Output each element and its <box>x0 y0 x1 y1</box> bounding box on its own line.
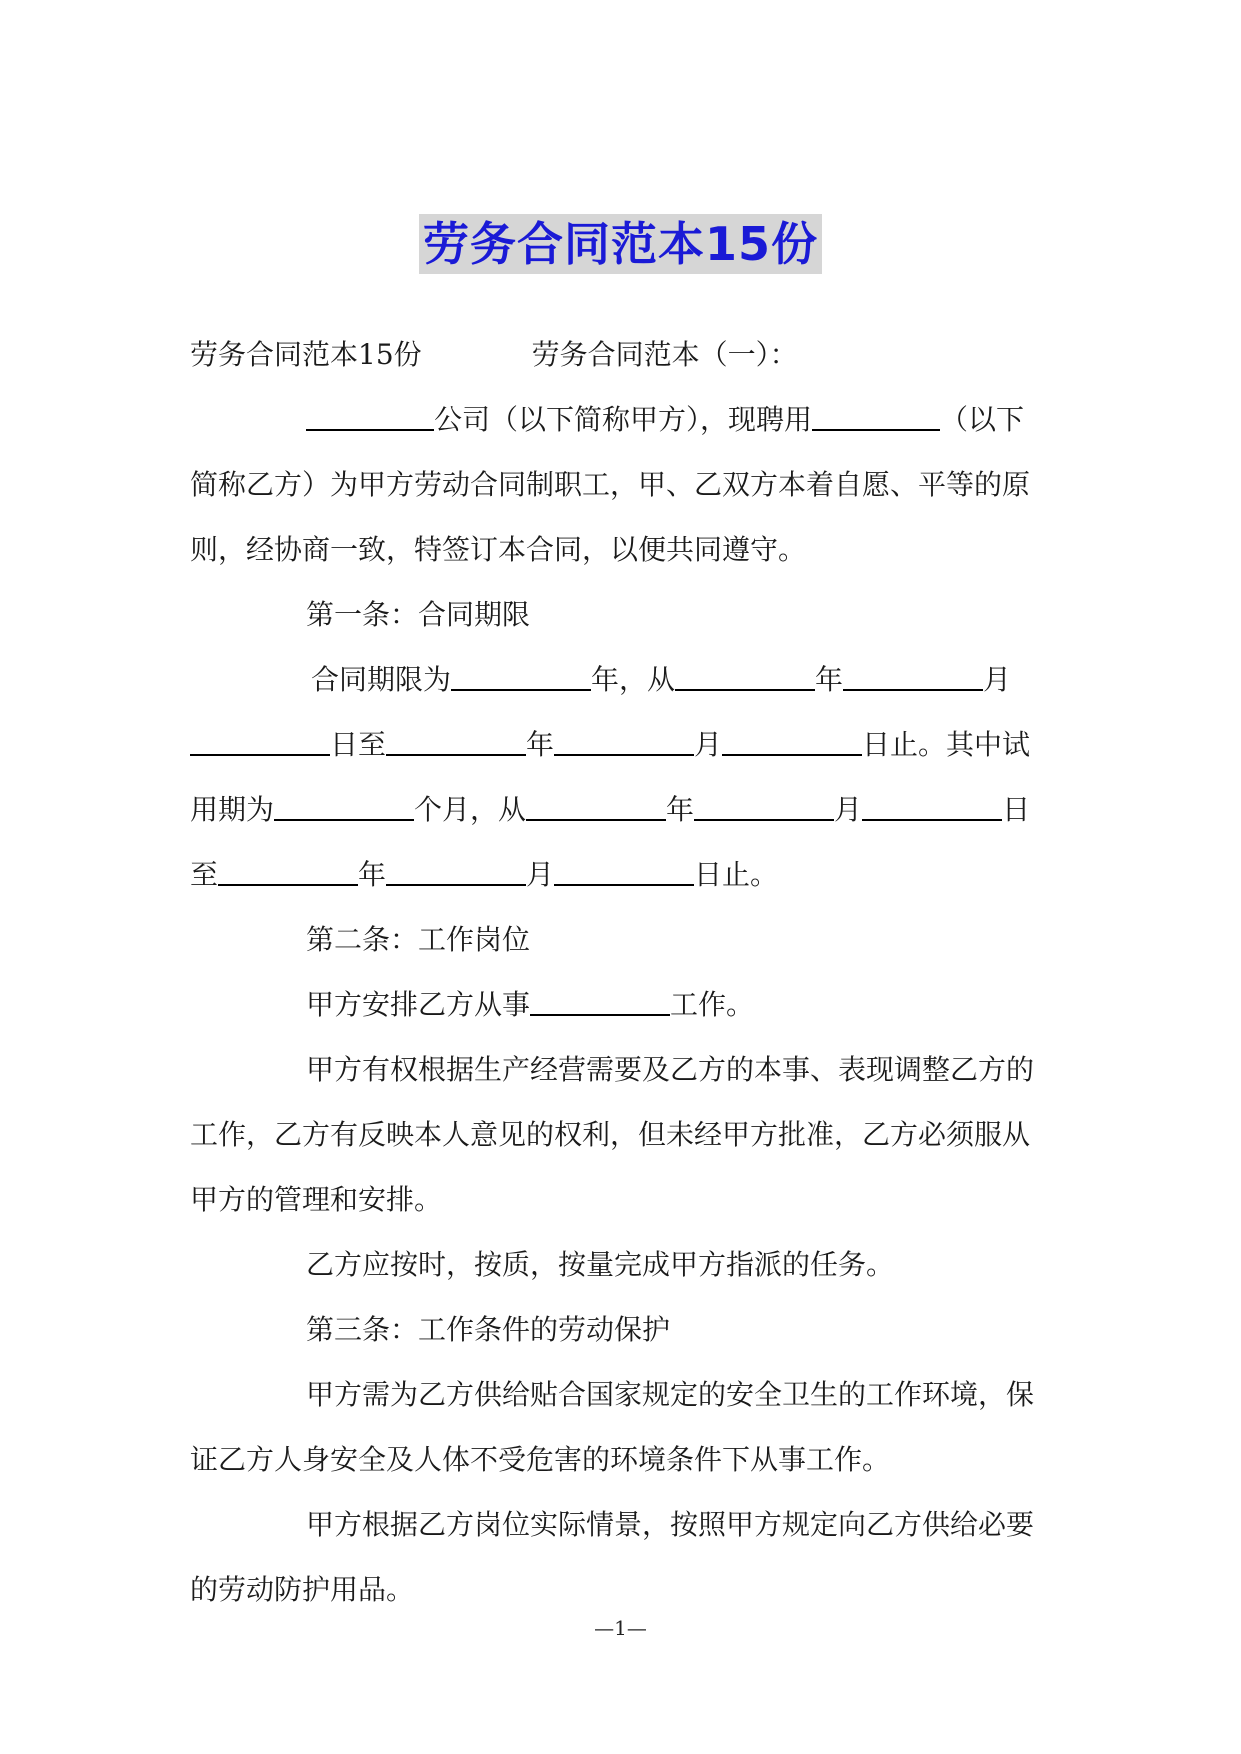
blank-field <box>722 728 862 756</box>
article-2-para-3: 乙方应按时，按质，按量完成甲方指派的任务。 <box>306 1248 895 1281</box>
text-run: 工作。 <box>670 988 755 1021</box>
text-run: 至 <box>190 858 219 891</box>
blank-field <box>862 793 1002 821</box>
blank-field <box>812 403 940 431</box>
title-container <box>0 214 1241 274</box>
article-1-line-3 <box>190 777 1060 842</box>
text-run: 日至 <box>330 728 387 761</box>
text-run: 日止。 <box>694 858 779 891</box>
intro-line-3: 则，经协商一致，特签订本合同，以便共同遵守。 <box>190 533 807 566</box>
blank-field <box>843 663 983 691</box>
text-run: 日 <box>1002 793 1031 826</box>
text-run: 个月，从 <box>414 793 527 826</box>
text-run: 月 <box>526 858 555 891</box>
text-run: 甲方安排乙方从事 <box>306 988 531 1021</box>
blank-field <box>274 793 414 821</box>
text-run: 年 <box>666 793 695 826</box>
text-run: 日止。其中试 <box>862 728 1031 761</box>
intro-line-1 <box>190 387 1060 452</box>
text-run: 月 <box>983 663 1012 696</box>
article-1-line-2 <box>190 712 1060 777</box>
article-2-line-1 <box>190 972 1060 1037</box>
text-run: 月 <box>694 728 723 761</box>
header-left: 劳务合同范本15份 <box>190 338 422 371</box>
article-3-para-1-line-1: 甲方需为乙方供给贴合国家规定的安全卫生的工作环境，保 <box>306 1378 1035 1411</box>
article-3-para-2-line-2: 的劳动防护用品。 <box>190 1573 415 1606</box>
text-run: 年 <box>526 728 555 761</box>
article-2-heading: 第二条：工作岗位 <box>306 923 531 956</box>
header-right: 劳务合同范本（一）： <box>531 338 798 371</box>
article-1-heading: 第一条：合同期限 <box>306 598 531 631</box>
text-run: 年 <box>815 663 844 696</box>
blank-field <box>694 793 834 821</box>
blank-field <box>526 793 666 821</box>
article-2-para-2-line-1: 甲方有权根据生产经营需要及乙方的本事、表现调整乙方的 <box>306 1053 1035 1086</box>
article-3-para-1-line-2: 证乙方人身安全及人体不受危害的环境条件下从事工作。 <box>190 1443 891 1476</box>
blank-field <box>451 663 591 691</box>
article-2-para-2-line-2: 工作，乙方有反映本人意见的权利，但未经甲方批准，乙方必须服从 <box>190 1118 1031 1151</box>
document-title: 劳务合同范本15份 <box>419 214 822 274</box>
intro-line-2: 简称乙方）为甲方劳动合同制职工，甲、乙双方本着自愿、平等的原 <box>190 468 1031 501</box>
blank-field <box>554 728 694 756</box>
document-body <box>190 322 1060 1622</box>
blank-field <box>218 858 358 886</box>
blank-field <box>675 663 815 691</box>
article-2-para-2-line-3: 甲方的管理和安排。 <box>190 1183 443 1216</box>
article-1-line-1 <box>190 647 1060 712</box>
blank-field <box>554 858 694 886</box>
text-run: 年，从 <box>591 663 676 696</box>
text-run: 合同期限为 <box>311 663 452 696</box>
article-1-line-4 <box>190 842 1060 907</box>
text-run: （以下 <box>940 403 1025 436</box>
text-run: 月 <box>834 793 863 826</box>
article-3-para-2-line-1: 甲方根据乙方岗位实际情景，按照甲方规定向乙方供给必要 <box>306 1508 1035 1541</box>
blank-field <box>386 728 526 756</box>
text-run: 用期为 <box>190 793 275 826</box>
page-number: —1— <box>594 1616 647 1640</box>
header-line <box>190 322 1060 387</box>
blank-field <box>306 403 434 431</box>
blank-field <box>190 728 330 756</box>
article-3-heading: 第三条：工作条件的劳动保护 <box>306 1313 671 1346</box>
blank-field <box>386 858 526 886</box>
text-run: 年 <box>358 858 387 891</box>
blank-field <box>530 988 670 1016</box>
text-run: 公司（以下简称甲方），现聘用 <box>434 403 813 436</box>
